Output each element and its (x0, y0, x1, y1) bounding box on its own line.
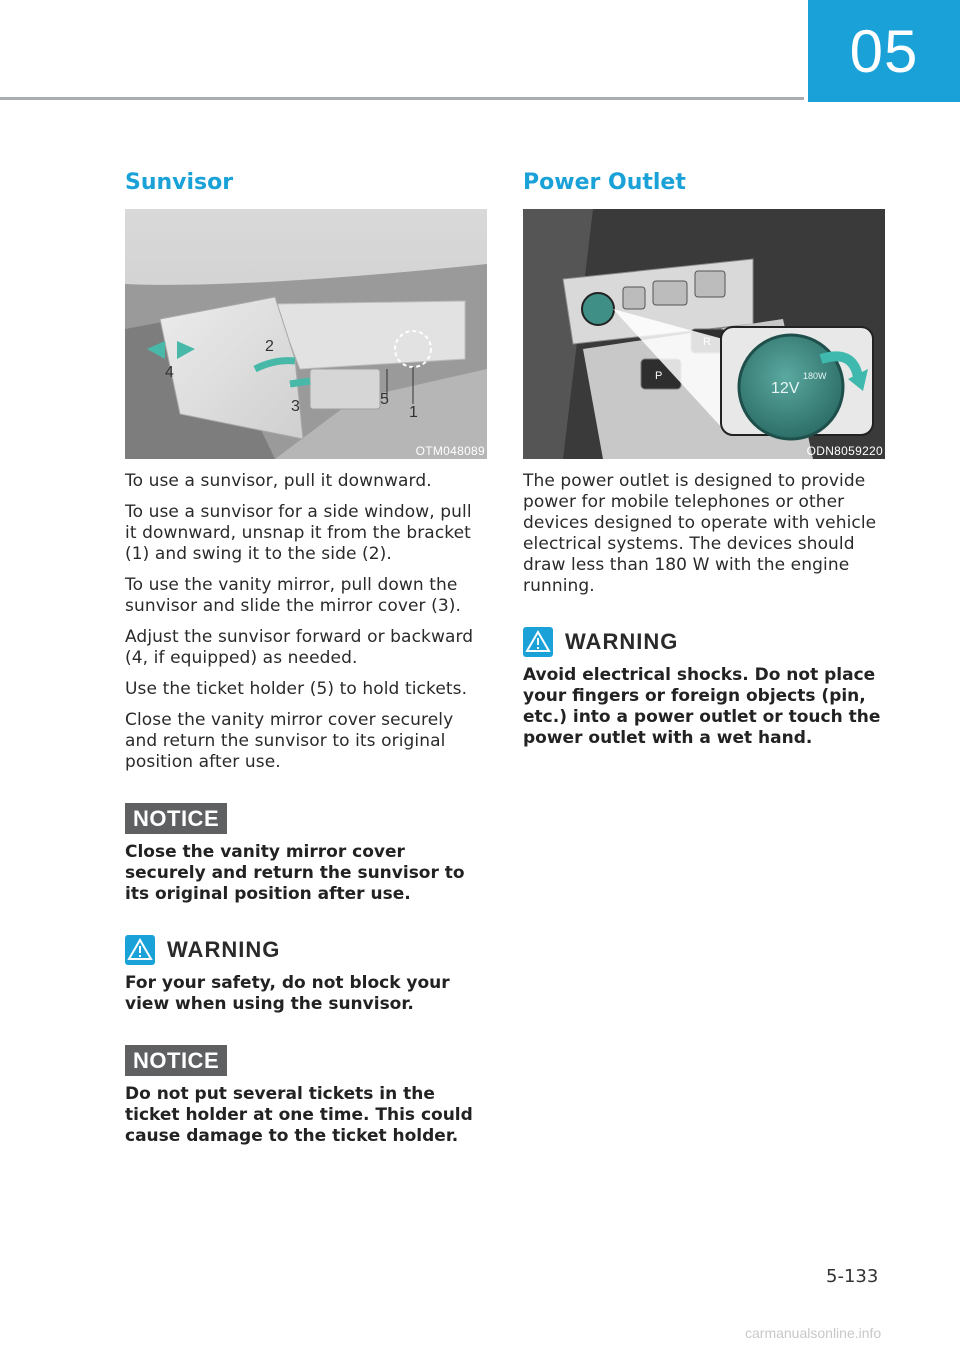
notice-label: NOTICE (125, 1045, 227, 1076)
paragraph: Use the ticket holder (5) to hold tickets. (125, 679, 468, 699)
notice-text: Close the vanity mirror cover securely and return the sunvisor to its original position after use. (125, 842, 465, 904)
notice-label: NOTICE (125, 803, 227, 834)
warning-header (125, 935, 487, 965)
callout-1: 1 (409, 404, 418, 421)
chapter-tab (808, 0, 960, 102)
callout-2: 2 (265, 338, 274, 355)
section-title: Power Outlet (523, 170, 686, 195)
power-outlet-figure (523, 209, 885, 459)
paragraph: The power outlet is designed to provide power for mobile telephones or other devices designed to operate with vehicle electrical systems. The devices should draw less than 180 W with the engine running. (523, 471, 877, 596)
watermark[interactable]: carmanualsonline.info (745, 1325, 882, 1341)
callout-4: 4 (165, 364, 174, 381)
warning-label: WARNING (565, 629, 679, 654)
sunvisor-section (125, 170, 487, 1147)
figure-code: OTM048089 (415, 444, 485, 458)
warning-triangle-icon (523, 627, 553, 657)
section-title: Sunvisor (125, 170, 234, 195)
figure-code: ODN8059220 (806, 444, 883, 458)
header-rule (0, 97, 804, 100)
warning-text: Avoid electrical shocks. Do not place your fingers or foreign objects (pin, etc.) into a power outlet or touch the power outlet with a wet hand. (523, 665, 881, 748)
warning-text: For your safety, do not block your view when using the sunvisor. (125, 973, 450, 1014)
warning-label: WARNING (167, 937, 281, 962)
callout-3: 3 (291, 398, 300, 415)
paragraph: To use the vanity mirror, pull down the sunvisor and slide the mirror cover (3). (125, 575, 462, 616)
sunvisor-figure (125, 209, 487, 459)
wattage-label: 180W (803, 371, 827, 381)
paragraph: To use a sunvisor, pull it downward. (125, 471, 432, 491)
paragraph: Close the vanity mirror cover securely and return the sunvisor to its original position after use. (125, 710, 454, 772)
page-number: 5-133 (826, 1266, 879, 1287)
paragraph: To use a sunvisor for a side window, pull it downward, unsnap it from the bracket (1) and swing it to the side (2). (125, 502, 472, 564)
voltage-label: 12V (771, 380, 800, 397)
paragraph: Adjust the sunvisor forward or backward (4, if equipped) as needed. (125, 627, 474, 668)
notice-text: Do not put several tickets in the ticket holder at one time. This could cause damage to the ticket holder. (125, 1084, 473, 1146)
power-outlet-illustration (523, 209, 885, 459)
sunvisor-illustration (125, 209, 487, 459)
warning-header (523, 627, 885, 657)
warning-triangle-icon (125, 935, 155, 965)
chapter-number: 05 (849, 17, 919, 85)
callout-5: 5 (380, 391, 389, 408)
gear-p-label: P (655, 370, 663, 382)
power-outlet-section (523, 170, 885, 749)
